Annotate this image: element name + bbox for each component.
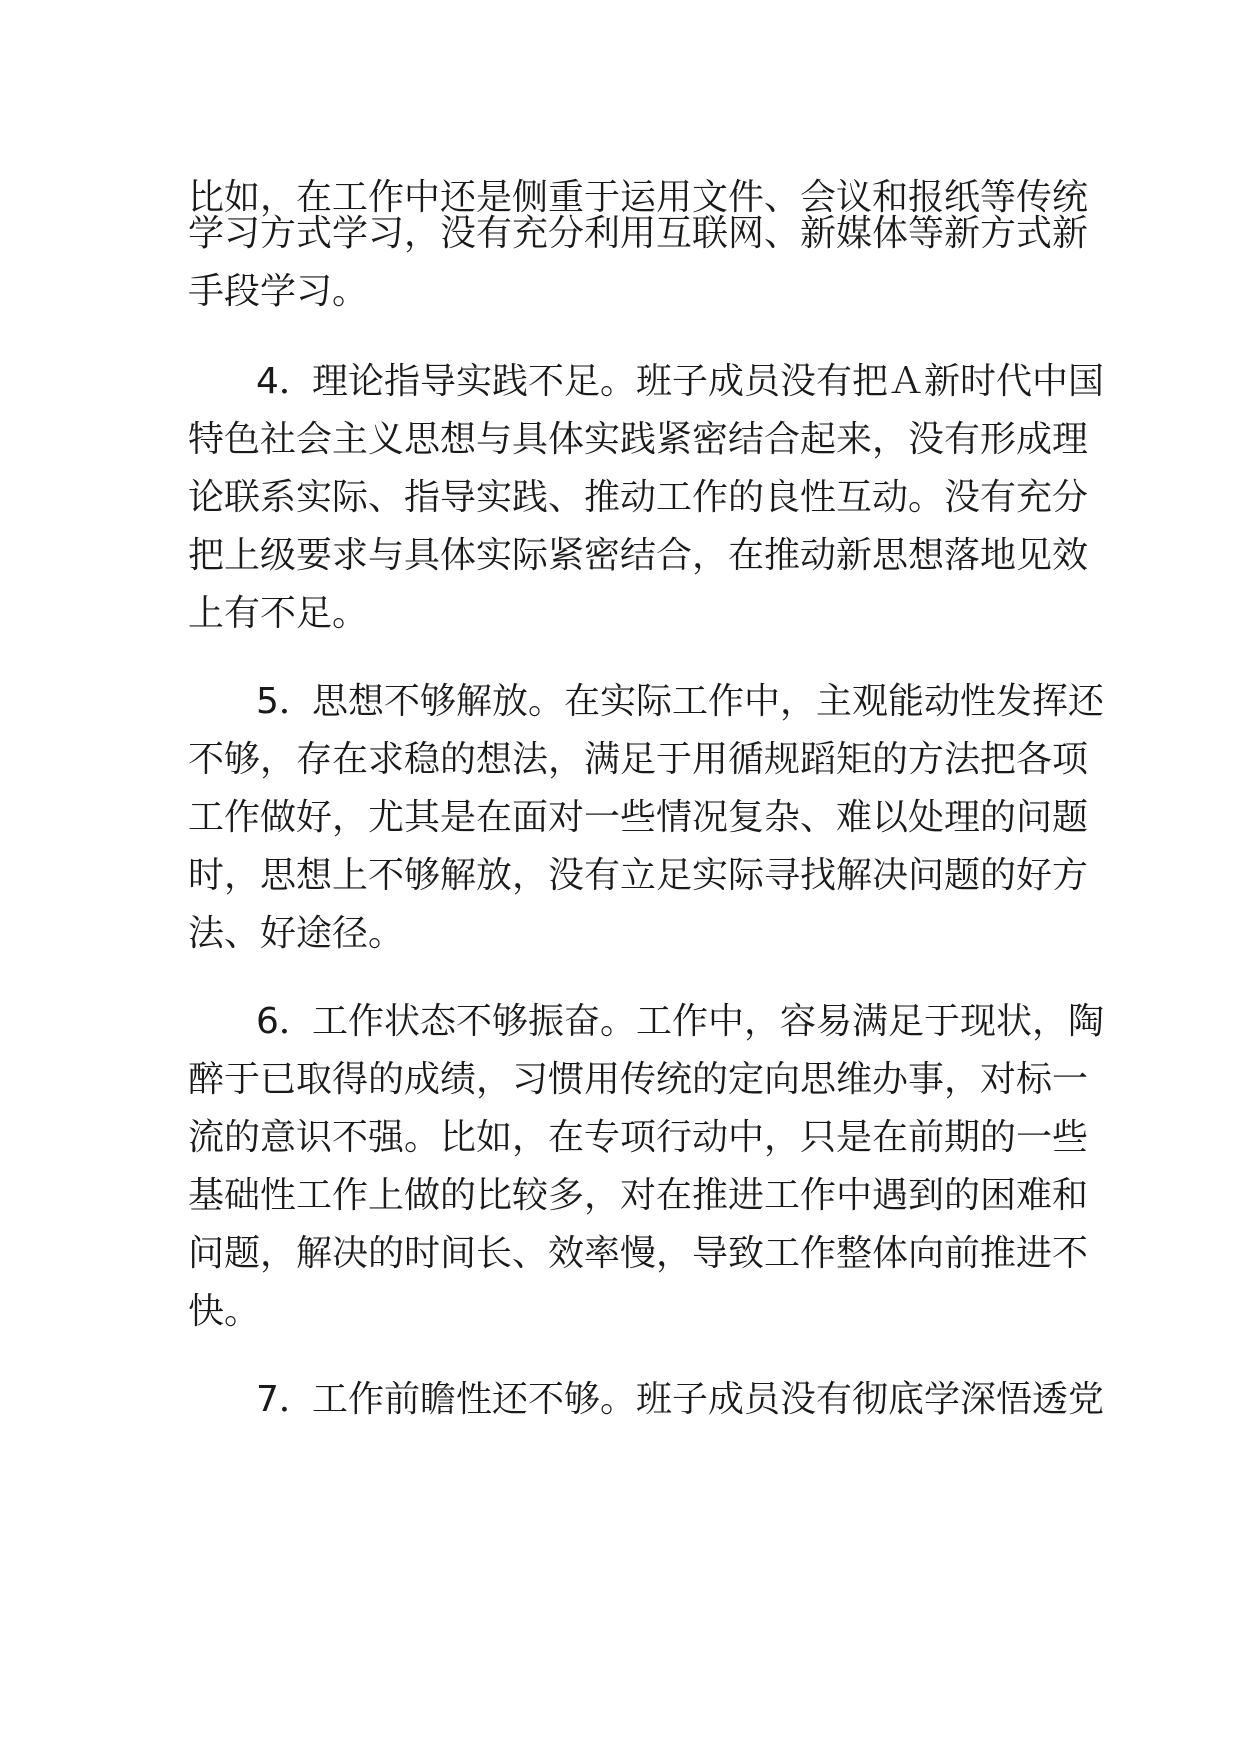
paragraph-line: 醉于已取得的成绩，习惯用传统的定向思维办事，对标一 <box>188 1059 1089 1100</box>
paragraph-line: 把上级要求与具体实际紧密结合，在推动新思想落地见效 <box>188 535 1089 576</box>
item-number: 7． <box>256 1379 315 1420</box>
paragraph-line: 理论指导实践不足。班子成员没有把Ａ新时代中国 <box>312 361 1105 402</box>
item-number: 5． <box>256 681 315 722</box>
paragraph-line: 特色社会主义思想与具体实践紧密结合起来，没有形成理 <box>188 419 1089 460</box>
item-number: 6． <box>256 1001 315 1042</box>
paragraph-line: 流的意识不强。比如，在专项行动中，只是在前期的一些 <box>188 1117 1089 1158</box>
item-number: 4． <box>256 361 315 402</box>
list-item-4-first-line <box>256 360 1104 404</box>
list-item-6-first-line <box>256 1000 1104 1044</box>
paragraph-line: 工作做好，尤其是在面对一些情况复杂、难以处理的问题 <box>188 797 1089 838</box>
paragraph-line: 快。 <box>188 1291 261 1332</box>
list-item-7-first-line <box>256 1378 1104 1422</box>
paragraph-line: 时，思想上不够解放，没有立足实际寻找解决问题的好方 <box>188 855 1089 896</box>
paragraph-line: 工作前瞻性还不够。班子成员没有彻底学深悟透党 <box>312 1379 1105 1420</box>
list-item-5-first-line <box>256 680 1104 724</box>
paragraph-line: 上有不足。 <box>188 593 369 634</box>
paragraph-line: 论联系实际、指导实践、推动工作的良性互动。没有充分 <box>188 477 1089 518</box>
paragraph-line: 比如，在工作中还是侧重于运用文件、会议和报纸等传统 <box>188 177 1089 218</box>
paragraph-line: 学习方式学习，没有充分利用互联网、新媒体等新方式新 <box>188 213 1089 254</box>
paragraph-line: 不够，存在求稳的想法，满足于用循规蹈矩的方法把各项 <box>188 739 1089 780</box>
paragraph-line: 工作状态不够振奋。工作中，容易满足于现状，陶 <box>312 1001 1105 1042</box>
paragraph-line: 思想不够解放。在实际工作中，主观能动性发挥还 <box>312 681 1105 722</box>
paragraph-line: 问题，解决的时间长、效率慢，导致工作整体向前推进不 <box>188 1233 1089 1274</box>
paragraph-line: 基础性工作上做的比较多，对在推进工作中遇到的困难和 <box>188 1175 1089 1216</box>
paragraph-line: 手段学习。 <box>188 271 369 312</box>
paragraph-line: 法、好途径。 <box>188 913 405 954</box>
